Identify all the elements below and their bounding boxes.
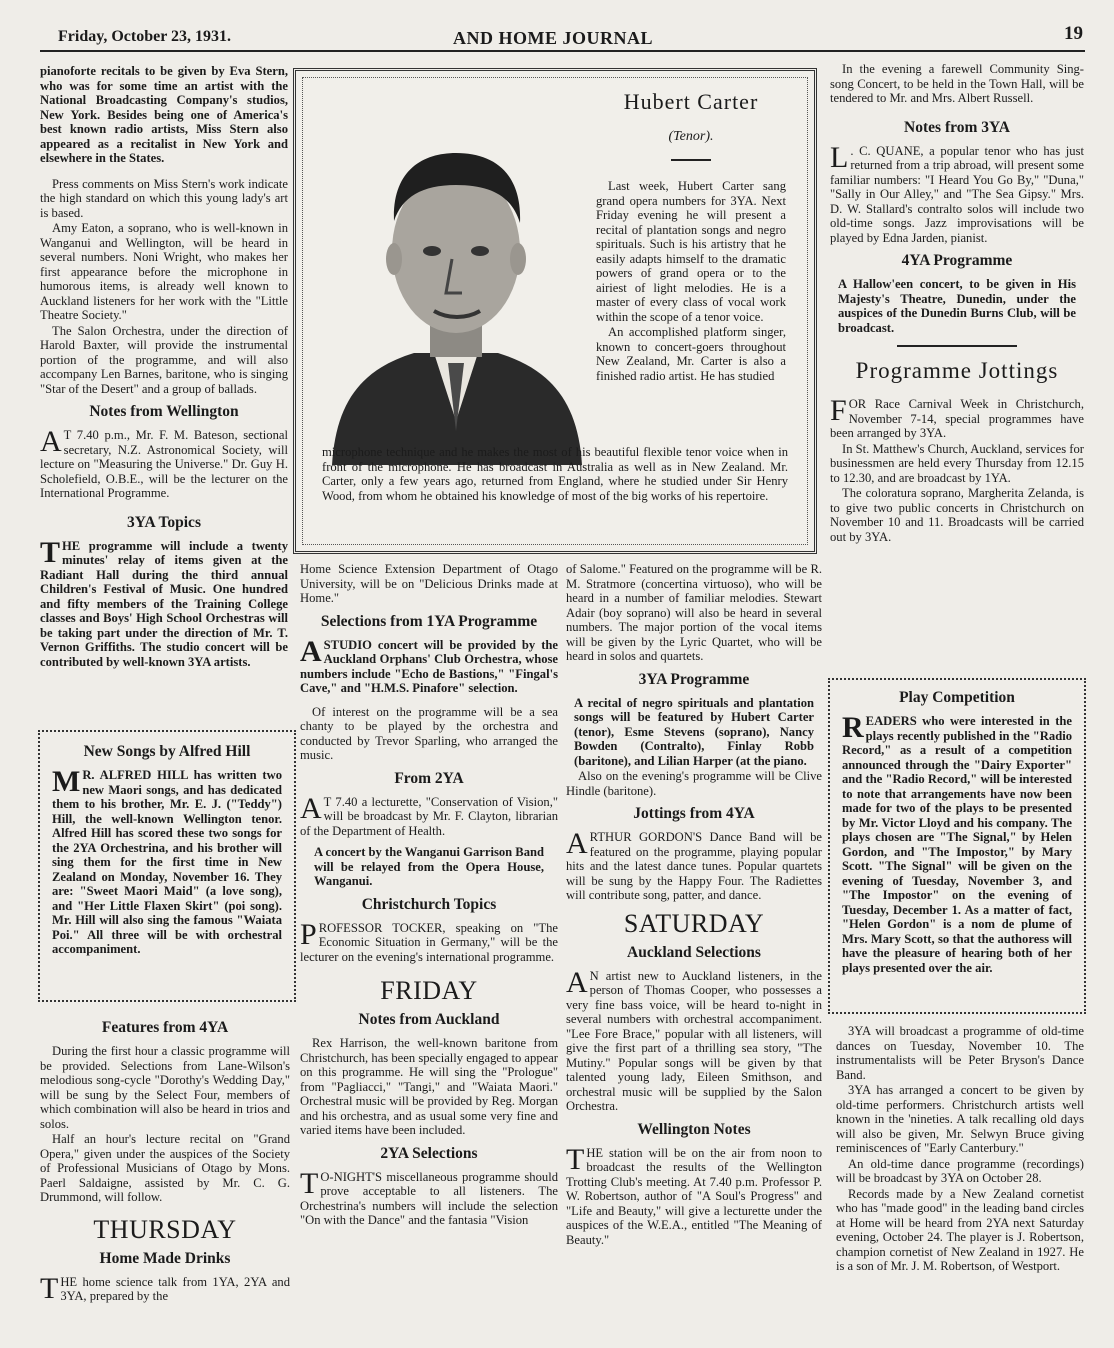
auckland-selections-article: A N artist new to Auckland listeners, in the person of Thomas Cooper, who possesses a very fine bass voice, will be heard to-night in several numbers with orchestral accompaniment. "Lee Fore Brace," popular with all listeners, will give the first part of a thrilling sea story, "The Mutiny." Popular songs will be given by that talented young lady, Eileen Smithson, and orchestral music will be supplied by the Salon Orchestra. [566, 965, 822, 1113]
heading-saturday: SATURDAY [623, 908, 765, 938]
heading-home-made-drinks: Home Made Drinks [99, 1249, 231, 1267]
alfred-hill-article: M R. ALFRED HILL has written two new Maori songs, and has dedicated them to his brother, Mr. E. J. ("Teddy") Hill, the well-known Wellington tenor. Alfred Hill has scored these two songs for the 2YA Orchestrina, and his brother will sing them for the first time in New Zealand on Monday, November 16. They are: "Sweet Maori Maid" (a love song), and "Her Little Flaxen Skirt" (poi song). Mr. Hill will also sing the famous "Waiata Poi." All three will be with orchestral accompaniment. [52, 765, 282, 956]
christchurch-topics-article: PROFESSOR TOCKER, speaking on "The Economic Situation in Germany," will be the lecturer on the evening's international programme. [300, 917, 558, 964]
section-rule [897, 345, 1017, 347]
race-carnival-article: FOR Race Carnival Week in Christchurch, November 7-14, special programmes have been arranged by 3YA. [830, 394, 1084, 440]
heading-3ya-programme: 3YA Programme [638, 670, 750, 688]
heading-4ya-programme: 4YA Programme [901, 252, 1013, 269]
sea-chanty-paragraph: Of interest on the programme will be a sea chanty to be played by the orchestra and conducted by Trevor Sparling, who arranged the music. [300, 704, 558, 762]
box-play-competition [828, 678, 1086, 1014]
features-paragraph-2: Half an hour's lecture recital on "Grand Opera," given under the auspices of the Society of Professional Musicians of Otago by Mons. Paerl Saldaigne, assisted by Mr. C. G. Drummond, will follow. [40, 1132, 290, 1204]
hubert-paragraph-2a: An accomplished platform singer, known to concert-goers throughout New Zealand, Mr. Carter is also a finished radio artist. He has studied [596, 325, 786, 383]
wellington-notes-article: THE station will be on the air from noon to broadcast the results of the Wellington Trotting Club's meeting. At 7.40 p.m. Professor P. W. Robertson, author of "A Soul's Progress" and "Life and Beauty," will give a lecturette under the auspices of the W.E.A., entitled "The Meaning of Beauty." [566, 1142, 822, 1247]
heading-new-songs: New Songs by Alfred Hill [83, 743, 251, 760]
play-competition-article: READERS who were interested in the plays recently published in the "Radio Record," as a result of a competition announced through the "Dairy Exporter" and the "Radio Record," will be interested to note that arrangements have now been made for two of the plays to be presented by Mr. Victor Lloyd and his company. The plays chosen are "The Signal," by Helen Gordon, and "The Impostor," by Mary Scott. "The Signal" will be given on the evening of Tuesday, November 3, and "The Impostor" on the evening of Tuesday, December 1. As a matter of fact, "Helen Gordon" is a nom de plume of Mrs. Mary Scott, so that the authoress will have the pleasure of hearing both of her plays presented over the air. [842, 711, 1072, 975]
heading-jottings-4ya: Jottings from 4YA [633, 805, 755, 822]
community-singsong-paragraph: In the evening a farewell Community Sing-song Concert, to be held in the Town Hall, will be tendered to Mr. and Mrs. Albert Russell. [830, 62, 1084, 105]
hubert-carter-portrait [322, 101, 590, 465]
salon-orchestra-paragraph: The Salon Orchestra, under the direction of Harold Baxter, will provide the instrumental portion of the programme, and will also accompany Len Barnes, baritone, who is singing "Star of the Desert" and a group of ballads. [40, 323, 288, 396]
hubert-carter-feature-box [293, 68, 817, 554]
amy-eaton-paragraph: Amy Eaton, a soprano, who is well-known in Wanganui and Wellington, will be heard in several numbers. Noni Wright, who makes her first appearance before the microphone in humorous items, is already well known to Auckland listeners for her work with the "Little Theatre Society." [40, 221, 288, 322]
features-paragraph-1: During the first hour a classic programme will be provided. Selections from Lane-Wilson's melodious song-cycle "Dorothy's Wedding Day," will be sung by the Select Four, members of which combination will also be heard in trios and solos. [40, 1044, 290, 1131]
hubert-paragraph-1: Last week, Hubert Carter sang grand opera numbers for 3YA. Next Friday evening he will present a recital of plantation songs and negro spirituals. Such is his artistry that he easily adapts himself to the dramatic powers of grand opera or to the airiest of light melodies. He is a master of every class of vocal work within the scope of a tenor voice. [596, 179, 786, 324]
heading-wellington-notes: Wellington Notes [637, 1120, 751, 1138]
heading-play-competition: Play Competition [899, 689, 1015, 706]
hubert-subtitle: (Tenor). [668, 129, 714, 144]
heading-notes-auckland: Notes from Auckland [358, 1011, 500, 1028]
2ya-selections-article: T O-NIGHT'S miscellaneous programme should prove acceptable to all listeners. The Orchestrina's numbers will include the selection "On with the Dance" and the fantasia "Vision [300, 1166, 558, 1227]
cornetist-paragraph: Records made by a New Zealand cornetist who has "made good" in the leading band circles at Home will be heard from 2YA next Saturday evening, October 24. The player is J. Robertson, champion cornetist of New Zealand in 1927. He is a son of Mr. J. M. Robertson, of Westport. [836, 1186, 1084, 1273]
3ya-topics-article: THE programme will include a twenty minutes' relay of items given at the Radiant Hall during the third annual Children's Festival of Music. One hundred and fifty members of the Training College classes and Boys' High School Orchestras will be taking part under the direction of Mr. T. Vernon Griffiths. The studio concert will be contributed by well-known 3YA artists. [40, 535, 288, 669]
heading-features-4ya: Features from 4YA [101, 1019, 229, 1036]
salome-paragraph: of Salome." Featured on the programme will be R. M. Stratmore (concertina virtuoso), who will be heard in a number of familiar melodies. Stewart Adair (boy soprano) will also be heard in several numbers. The major portion of the vocal items will be given by the Lyric Quartet, who will be heard in solos and quartets. [566, 562, 822, 663]
heading-auckland-selections: Auckland Selections [627, 943, 761, 961]
masthead-title: AND HOME JOURNAL [453, 28, 653, 48]
hubert-paragraph-2b: microphone technique and he makes the most of his beautiful flexible tenor voice when in front of the microphone. He has broadcast in Australia as well as in New Zealand. Mr. Carter, only a few years ago, returned from England, where he studied under Sir Henry Wood, from whom he obtained his knowledge of most of the big works of his repertoire. [322, 445, 788, 503]
hubert-title: Hubert Carter [623, 89, 759, 114]
press-comments-paragraph: Press comments on Miss Stern's work indicate the high standard on which this young lady's art is based. [40, 176, 288, 220]
zelanda-paragraph: The coloratura soprano, Margherita Zelanda, is to give two public concerts in Christchurch on November 10 and 11. Broadcasts will be carried out by 3YA. [830, 486, 1084, 544]
jottings-4ya-article: ARTHUR GORDON'S Dance Band will be featured on the programme, playing popular hits and the latest dance tunes. Popular quartets will be sung by the Happy Four. The Radiettes will contribute song, patter, and dance. [566, 827, 822, 902]
home-made-drinks-article: THE home science talk from 1YA, 2YA and 3YA, prepared by the [40, 1271, 290, 1305]
negro-spirituals-paragraph: A recital of negro spirituals and plantation songs will be featured by Hubert Carter (tenor), Esme Stevens (soprano), Nancy Bowden (Contralto), Finlay Robb (baritone), and Lilian Harper (at the piano. [574, 695, 814, 768]
issue-date: Friday, October 23, 1931. [58, 28, 232, 45]
hubert-rule [671, 159, 711, 161]
recordings-paragraph: An old-time dance programme (recordings) will be broadcast by 3YA on October 28. [836, 1156, 1084, 1185]
heading-selections-1ya: Selections from 1YA Programme [320, 612, 538, 630]
hubert-caption [596, 89, 786, 384]
halloween-concert-paragraph: A Hallow'een concert, to be given in His Majesty's Theatre, Dunedin, under the auspices of the Dunedin Burns Club, will be broadcast. [838, 277, 1076, 335]
old-time-dances-paragraph: 3YA will broadcast a programme of old-time dances on Tuesday, November 10. The instrumentalists will be Peter Bryson's Dance Band. [836, 1024, 1084, 1082]
clive-hindle-paragraph: Also on the evening's programme will be Clive Hindle (baritone). [566, 769, 822, 798]
page-number: 19 [1064, 23, 1083, 44]
heading-thursday: THURSDAY [93, 1214, 237, 1244]
column-1-bottom [40, 1012, 290, 1332]
heading-friday: FRIDAY [380, 976, 478, 1005]
1ya-selections-article: ASTUDIO concert will be provided by the Auckland Orphans' Club Orchestra, whose numbers include "Echo de Bastions," "Fingal's Cave," and "H.M.S. Pinafore" selection. [300, 634, 558, 695]
heading-notes-3ya: Notes from 3YA [904, 118, 1010, 136]
garrison-band-paragraph: A concert by the Wanganui Garrison Band will be relayed from the Opera House, Wanganui. [314, 845, 544, 888]
eva-stern-paragraph: pianoforte recitals to be given by Eva Stern, who was for some time an artist with the National Broadcasting Company's studios, New York. Besides being one of America's best known radio artists, Miss Stern also appeared as a recitalist in New York and elsewhere in the States. [40, 64, 288, 165]
notes-3ya-article: L . C. QUANE, a popular tenor who has just returned from a trip abroad, will present some familiar numbers: "I Heard You Go By," "Duna," "Sally in Our Alley," and "The Sea Gipsy." Mrs. D. W. Stallard's contralto solos will include two old-time songs. Jazz improvisations will be played by Edna Jarden, pianist. [830, 140, 1084, 245]
column-4-top [830, 62, 1084, 670]
heading-3ya-topics: 3YA Topics [127, 513, 201, 531]
heading-from-2ya: From 2YA [394, 769, 464, 787]
heading-notes-wellington: Notes from Wellington [89, 403, 239, 420]
old-time-performers-paragraph: 3YA has arranged a concert to be given by old-time performers. Christchurch artists well known in the 'nineties. A talk recalling old days will also be given, Mr. Selwyn Bruce giving reminiscences of "Early Canterbury." [836, 1083, 1084, 1155]
wellington-article: A T 7.40 p.m., Mr. F. M. Bateson, sectional secretary, N.Z. Astronomical Society, will lecture on "Measuring the Universe." Dr. Guy H. Scholefield, O.B.E., will be the lecturer on the International Programme. [40, 425, 288, 500]
column-2 [300, 562, 558, 1342]
box-new-songs-alfred-hill [38, 730, 296, 1002]
heading-programme-jottings: Programme Jottings [855, 358, 1059, 383]
heading-2ya-selections: 2YA Selections [380, 1144, 478, 1162]
column-3 [566, 562, 822, 1342]
rex-harrison-paragraph: Rex Harrison, the well-known baritone from Christchurch, has been specially engaged to appear on this programme. He will sing the "Prologue" from "Pagliacci," "Tangi," and "Waiata Maori." Orchestral music will be provided by Reg. Morgan and his orchestra, and as usual some very fine and varied items have been included. [300, 1036, 558, 1137]
column-4-bottom [836, 1024, 1084, 1342]
page-header [40, 18, 1085, 52]
heading-christchurch-topics: Christchurch Topics [361, 895, 497, 913]
from-2ya-article: A T 7.40 a lecturette, "Conservation of Vision," will be broadcast by Mr. F. Clayton, librarian of the Department of Health. [300, 791, 558, 838]
st-matthews-paragraph: In St. Matthew's Church, Auckland, services for businessmen are held every Thursday from 12.15 to 12.30, and are broadcast by 1YA. [830, 441, 1084, 485]
column-1-top [40, 64, 288, 724]
home-science-paragraph: Home Science Extension Department of Otago University, will be on "Delicious Drinks made at Home." [300, 562, 558, 605]
